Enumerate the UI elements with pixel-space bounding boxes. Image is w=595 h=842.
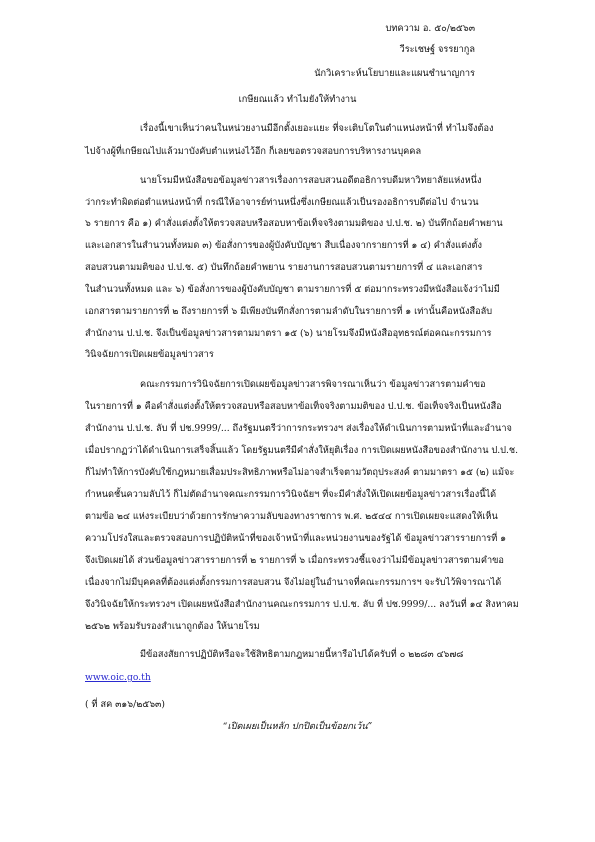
body-line: คณะกรรมการวินิจฉัยการเปิดเผยข้อมูลข่าวสารพิจารณาเห็นว่า ข้อมูลข่าวสารตามคำขอ	[140, 379, 486, 390]
body-line: และเอกสารในสำนวนทั้งหมด ๓) ข้อสั่งการของผู้บังคับบัญชา สืบเนื่องจากรายการที่ ๑ ๔) คำสั่งแต่งตั้ง	[85, 240, 482, 251]
body-line: จึงวินิจฉัยให้กระทรวงฯ เปิดเผยหนังสือสำนักงานคณะกรรมการ ป.ป.ช. ลับ ที่ ปช.9999/... ลงวันที่ ๑๔ สิงหาคม	[85, 599, 519, 610]
author-position: นักวิเคราะห์นโยบายและแผนชำนาญการ	[314, 68, 475, 79]
body-line: ตามข้อ ๒๔ แห่งระเบียบว่าด้วยการรักษาความลับของทางราชการ พ.ศ. ๒๕๔๔ การเปิดเผยจะแสดงให้เห็น	[85, 511, 498, 522]
body-line: จึงเปิดเผยได้ ส่วนข้อมูลข่าวสารรายการที่ ๒ รายการที่ ๖ เมื่อกระทรวงชี้แจงว่าไม่มีข้อมูลข่าวสารตามคำขอ	[85, 555, 504, 566]
body-line: สำนักงาน ป.ป.ช. จึงเป็นข้อมูลข่าวสารตามมาตรา ๑๕ (๖) นายโรมจึงมีหนังสืออุทธรณ์ต่อคณะกรรมการ	[85, 328, 492, 339]
body-line: กำหนดชั้นความลับไว้ ก็ไม่ตัดอำนาจคณะกรรมการวินิจฉัยฯ ที่จะมีคำสั่งให้เปิดเผยข้อมูลข่าวสารเรื่องนี้ได้	[85, 489, 497, 500]
body-line: ๒๕๖๒ พร้อมรับรองสำเนาถูกต้อง ให้นายโรม	[85, 621, 260, 632]
body-line: ๖ รายการ คือ ๑) คำสั่งแต่งตั้งให้ตรวจสอบหรือสอบหาข้อเท็จจริงตามมติของ ป.ป.ช. ๒) บันทึกถ้อยคำพยาน	[85, 218, 503, 229]
body-line: เรื่องนี้เขาเห็นว่าคนในหน่วยงานมีอีกตั้งเยอะแยะ ที่จะเติบโตในตำแหน่งหน้าที่ ทำไมจึงต้อง	[140, 123, 494, 134]
contact-line: มีข้อสงสัยการปฏิบัติหรือจะใช้สิทธิตามกฎหมายนี้หารือไปได้ครับที่ ๐ ๒๒๘๓ ๔๖๗๘	[140, 649, 464, 660]
body-line: ไปจ้างผู้ที่เกษียณไปแล้วมาบังคับตำแหน่งไว้อีก ก็เลยขอตรวจสอบการบริหารงานบุคคล	[85, 146, 422, 157]
website-link[interactable]: www.oic.go.th	[85, 672, 151, 683]
body-line: ว่ากระทำผิดต่อตำแหน่งหน้าที่ กรณีให้อาจารย์ท่านหนึ่งซึ่งเกษียณแล้วเป็นรองอธิการบดีต่อไป จำนวน	[85, 197, 479, 208]
body-line: ในสำนวนทั้งหมด และ ๖) ข้อสั่งการของผู้บังคับบัญชา ตามรายการที่ ๕ ต่อมากระทรวงมีหนังสือแจ้งว่าไม่มี	[85, 284, 500, 295]
body-line: วินิจฉัยการเปิดเผยข้อมูลข่าวสาร	[85, 349, 214, 360]
body-line: เนื่องจากไม่มีบุคคลที่ต้องแต่งตั้งกรรมการสอบสวน จึงไม่อยู่ในอำนาจที่คณะกรรมการฯ จะรับไว้พิจารณาได้	[85, 577, 502, 588]
case-reference: ( ที่ สค ๓๑๖/๒๕๖๓)	[85, 699, 165, 710]
body-line: เอกสารตามรายการที่ ๒ ถึงรายการที่ ๖ มีเพียงบันทึกสั่งการตามลำดับในรายการที่ ๑ เท่านั้นคือหนังสือลับ	[85, 306, 493, 317]
body-line: สอบสวนตามมติของ ป.ป.ช. ๕) บันทึกถ้อยคำพยาน รายงานการสอบสวนตามรายการที่ ๔ และเอกสาร	[85, 262, 483, 273]
body-line: นายโรมมีหนังสือขอข้อมูลข่าวสารเรื่องการสอบสวนอดีตอธิการบดีมหาวิทยาลัยแห่งหนึ่ง	[140, 175, 482, 186]
body-line: สำนักงาน ป.ป.ช. ลับ ที่ ปช.9999/... ถึงรัฐมนตรีว่าการกระทรวงฯ ส่งเรื่องให้ดำเนินการตามหน้าที่และอำนาจ	[85, 423, 512, 434]
article-title: เกษียณแล้ว ทำไมยังให้ทำงาน	[238, 94, 357, 105]
body-line: ความโปร่งใสและตรวจสอบการปฏิบัติหน้าที่ของเจ้าหน้าที่และหน่วยงานของรัฐได้ ข้อมูลข่าวสารรายการที่ ๑	[85, 533, 507, 544]
body-line: เมื่อปรากฏว่าได้ดำเนินการเสร็จสิ้นแล้ว โดยรัฐมนตรีมีคำสั่งให้ยุติเรื่อง การเปิดเผยหนังสือของสำนักงาน ป.ป.ช.	[85, 445, 519, 456]
slogan: “เปิดเผยเป็นหลัก ปกปิดเป็นข้อยกเว้น”	[222, 721, 373, 732]
article-reference: บทความ อ. ๕๐/๒๕๖๓	[385, 23, 475, 34]
body-line: ในรายการที่ ๑ คือคำสั่งแต่งตั้งให้ตรวจสอบหรือสอบหาข้อเท็จจริงตามมติของ ป.ป.ช. ข้อเท็จจริงเป็นหนังสือ	[85, 401, 502, 412]
body-line: ก็ไม่ทำให้การบังคับใช้กฎหมายเสื่อมประสิทธิภาพหรือไม่อาจสำเร็จตามวัตถุประสงค์ ตามมาตรา ๑๕ (๒) แม้จะ	[85, 467, 515, 478]
author-name: วีระเชษฐ์ จรรยากูล	[399, 44, 475, 55]
